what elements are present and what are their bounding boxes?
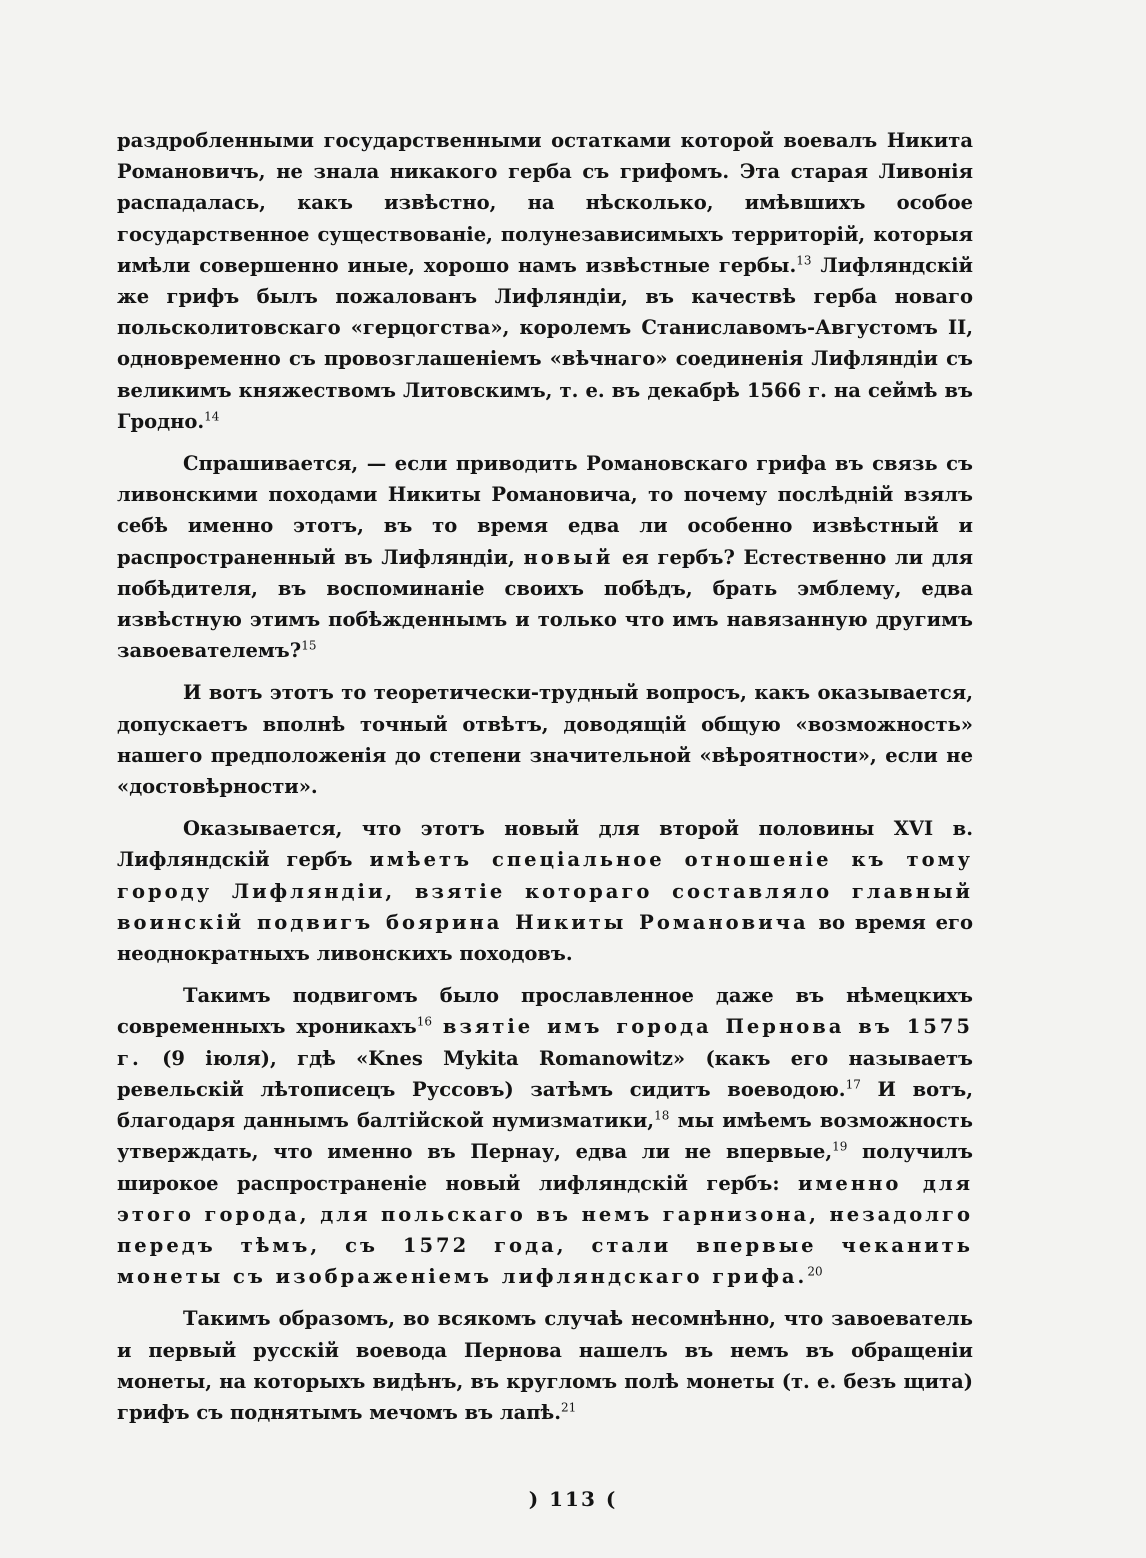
paragraph: [117, 125, 973, 437]
spaced-emphasis: имѣетъ спеціальное отношеніе къ тому городу Лифляндіи, взятіе котораго составляло главный воинскій подвигъ боярина Никиты Романовича: [117, 848, 973, 934]
body-text: [117, 125, 973, 1439]
text-run: получилъ широкое распространеніе новый лифляндскій гербъ:: [117, 1140, 973, 1195]
footnote-marker: 14: [204, 409, 220, 424]
footnote-marker: 19: [832, 1139, 848, 1154]
footnote-marker: 13: [796, 253, 812, 268]
spaced-emphasis: новый: [523, 545, 614, 569]
footnote-marker: 15: [301, 638, 317, 653]
footnote-marker: 17: [845, 1077, 861, 1092]
text-run: Спрашивается, — если приводить Романовскаго грифа въ связь съ ливонскими походами Никиты Романовича, то почему послѣдній взялъ себѣ именно этотъ, въ то время едва ли особенно извѣстный и распространенный въ Лифляндіи,: [117, 452, 973, 569]
paragraph: [117, 448, 973, 666]
footnote-marker: 21: [561, 1400, 577, 1415]
paragraph: [117, 1303, 973, 1428]
spaced-emphasis: именно для этого города, для польскаго въ немъ гарнизона, незадолго передъ тѣмъ, съ 1572 года, стали впервые чеканить монеты съ изображеніемъ лифляндскаго грифа.: [117, 1171, 973, 1289]
text-run: Оказывается, что этотъ новый для второй половины XVI в. Лифляндскій гербъ: [117, 817, 973, 872]
text-run: ея гербъ? Естественно ли для побѣдителя, въ воспоминаніе своихъ побѣдъ, брать эмблему, едва извѣстную этимъ побѣжденнымъ и только что имъ навязанную другимъ завоевателемъ?: [117, 545, 973, 663]
text-run: во время его неоднократныхъ ливонскихъ походовъ.: [117, 910, 973, 966]
footnote-marker: 18: [654, 1108, 670, 1123]
text-run: Такимъ образомъ, во всякомъ случаѣ несомнѣнно, что завоеватель и первый русскій воевода Пернова нашелъ въ немъ въ обращеніи монеты, на которыхъ видѣнъ, въ кругломъ полѣ монеты (т. е. безъ щита) грифъ съ поднятымъ мечомъ въ лапѣ.: [117, 1307, 973, 1424]
paragraph: [117, 813, 973, 969]
text-run: (9 іюля), гдѣ «Knes Mykita Romanowitz» (какъ его называетъ ревельскій лѣтописецъ Руссовъ) затѣмъ сидитъ воеводою.: [117, 1046, 973, 1101]
paragraph: [117, 980, 973, 1292]
text-run: Такимъ подвигомъ было прославленное даже въ нѣмецкихъ современныхъ хроникахъ: [117, 984, 973, 1039]
text-run: И вотъ этотъ то теоретически-трудный вопросъ, какъ оказывается, допускаетъ вполнѣ точный отвѣтъ, доводящій общую «возможность» нашего предположенія до степени значительной «вѣроятности», если не «достовѣрности».: [117, 681, 973, 799]
footnote-marker: 16: [416, 1014, 432, 1029]
spaced-emphasis: взятіе имъ города Пернова въ 1575 г.: [117, 1015, 973, 1070]
text-run: Лифляндскій же грифъ былъ пожалованъ Лифляндіи, въ качествѣ герба новаго польсколитовскаго «герцогства», королемъ Станиславомъ-Августомъ II, одновременно съ провозглашеніемъ «вѣчнаго» соединенія Лифляндіи съ великимъ княжествомъ Литовскимъ, т. е. въ декабрѣ 1566 г. на сеймѣ въ Гродно.: [117, 253, 973, 433]
text-run: раздробленными государственными остатками которой воевалъ Никита Романовичъ, не знала никакого герба съ грифомъ. Эта старая Ливонія распадалась, какъ извѣстно, на нѣсколько, имѣвшихъ особое государственное существованіе, полунезависимыхъ территорій, которыя имѣли совершенно иные, хорошо намъ извѣстные гербы.: [117, 129, 973, 277]
text-run: [432, 1015, 443, 1038]
footnote-marker: 20: [807, 1264, 823, 1279]
paragraph: [117, 677, 973, 802]
text-run: мы имѣемъ возможность утверждать, что именно въ Пернау, едва ли не впервые,: [117, 1109, 973, 1164]
page-number: ) 113 (: [528, 1487, 618, 1511]
text-run: И вотъ, благодаря даннымъ балтійской нумизматики,: [117, 1077, 973, 1133]
